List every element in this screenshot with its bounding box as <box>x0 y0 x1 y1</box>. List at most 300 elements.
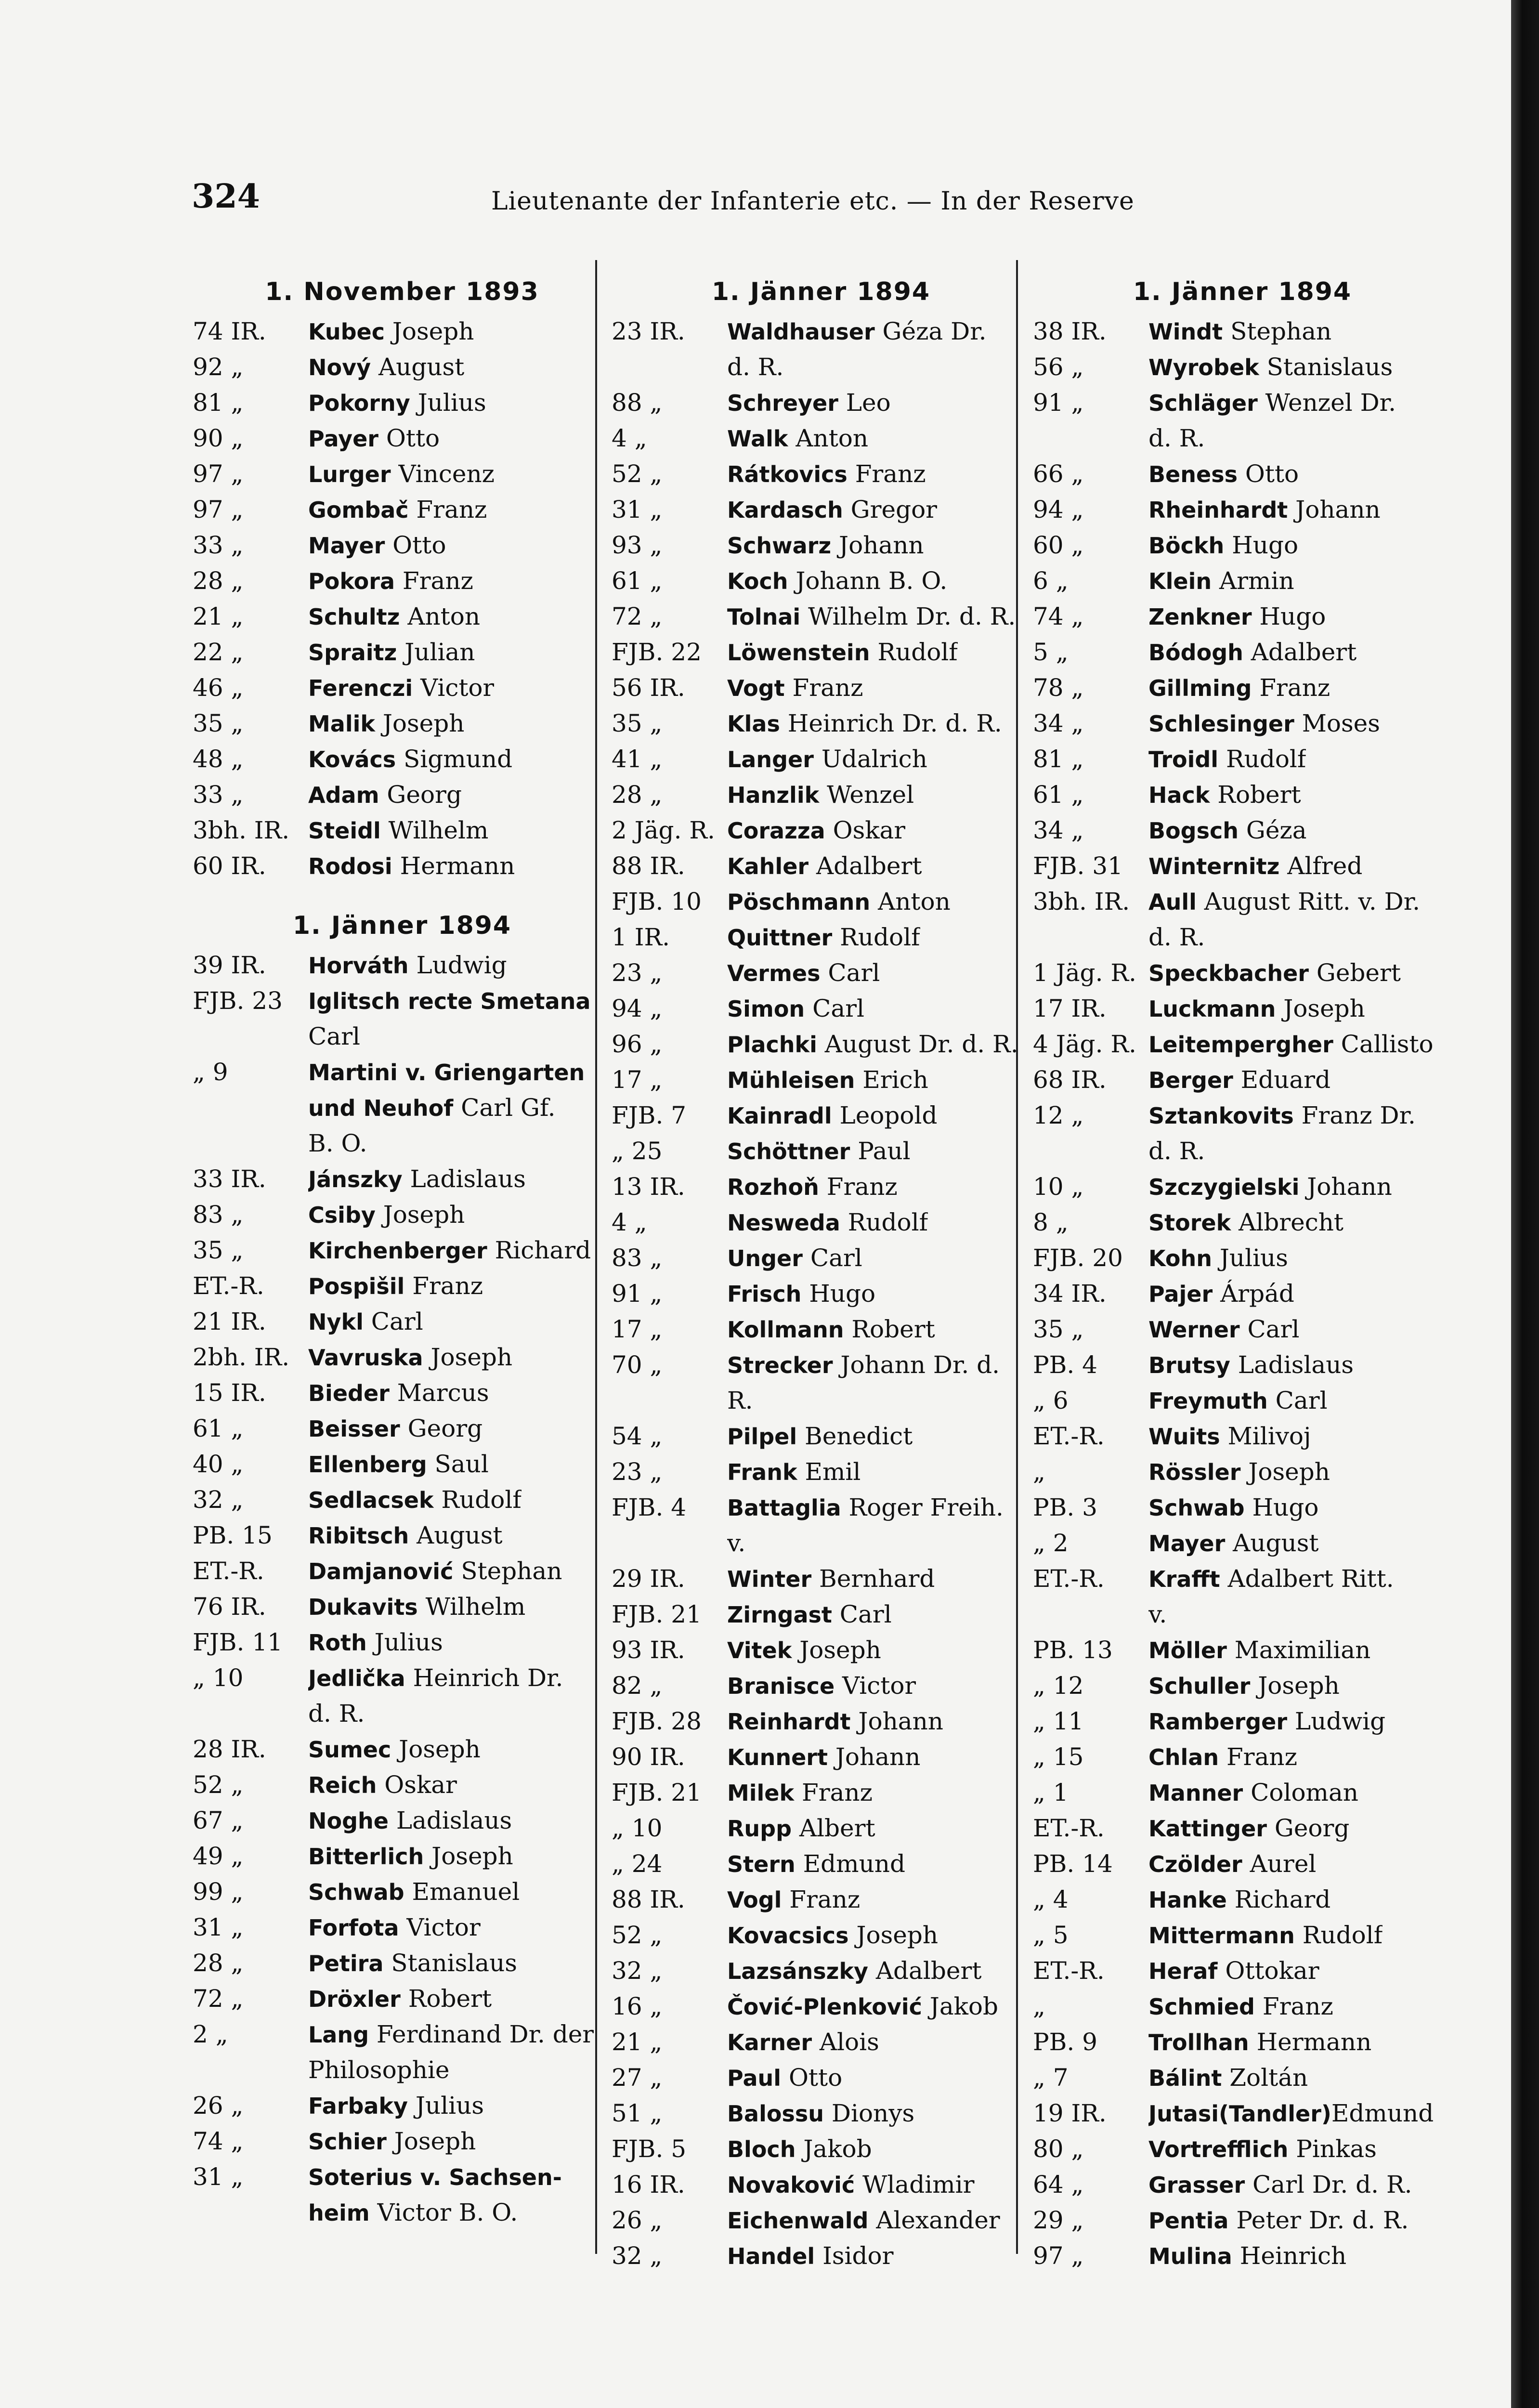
officer-name <box>1148 1740 1297 1775</box>
section-spacer <box>193 884 612 903</box>
regiment-ref: 60 „ <box>1033 531 1084 559</box>
given-names: Robert <box>1210 781 1301 809</box>
regiment-ref: 17 „ <box>612 1066 663 1094</box>
officer-name <box>1148 1027 1434 1062</box>
given-names: Pinkas <box>1288 2135 1377 2163</box>
officer-name <box>308 2124 476 2159</box>
given-names: Johann <box>827 1743 921 1771</box>
given-names: Robert <box>400 1985 492 2013</box>
officer-entry <box>612 1633 1030 1668</box>
officer-name <box>1148 1918 1382 1953</box>
officer-entry <box>1033 1526 1452 1561</box>
officer-name <box>727 1134 911 1169</box>
surname: Schläger <box>1148 390 1258 416</box>
regiment-ref: PB. 4 <box>1033 1351 1097 1379</box>
given-names: R. <box>727 1387 753 1414</box>
officer-entry <box>612 2096 1030 2132</box>
surname: Löwenstein <box>727 640 870 666</box>
surname: Heraf <box>1148 1958 1218 1984</box>
regiment-ref: „ 11 <box>1033 1707 1084 1735</box>
given-names: Carl <box>1267 1387 1328 1414</box>
surname: Mittermann <box>1148 1923 1295 1949</box>
given-names: Heinrich Dr. <box>405 1664 563 1692</box>
surname: Ribitsch <box>308 1523 409 1549</box>
regiment-ref: 31 „ <box>193 2163 244 2191</box>
regiment-ref: 61 „ <box>1033 781 1084 809</box>
surname: Ellenberg <box>308 1452 427 1478</box>
surname: Windt <box>1148 319 1223 345</box>
officer-entry <box>1033 1134 1452 1169</box>
regiment-ref: 26 „ <box>193 2092 244 2120</box>
surname: Bódogh <box>1148 640 1243 666</box>
officer-name <box>308 1090 556 1126</box>
regiment-ref: „ 24 <box>612 1850 663 1878</box>
surname: Vogt <box>727 675 785 701</box>
regiment-ref: 99 „ <box>193 1878 244 1906</box>
officer-name <box>727 849 922 884</box>
regiment-ref: 40 „ <box>193 1450 244 1478</box>
officer-name <box>308 1126 367 1162</box>
regiment-ref: FJB. 21 <box>612 1779 702 1806</box>
surname: Mulina <box>1148 2243 1232 2269</box>
officer-entry <box>1033 1811 1452 1846</box>
given-names: Anton <box>870 888 951 916</box>
regiment-ref: 23 „ <box>612 1458 663 1486</box>
surname: Handel <box>727 2243 815 2269</box>
regiment-ref: 28 „ <box>612 781 663 809</box>
officer-entry <box>1033 670 1452 706</box>
officer-name <box>727 1704 943 1740</box>
officer-name <box>1148 1633 1370 1668</box>
given-names: Georg <box>1267 1814 1350 1842</box>
officer-entry <box>1033 1205 1452 1241</box>
officer-name <box>727 2238 894 2274</box>
regiment-ref: 97 „ <box>193 496 244 523</box>
regiment-ref: 93 IR. <box>612 1636 685 1664</box>
surname: Kubec <box>308 319 385 345</box>
officer-name <box>308 813 488 849</box>
officer-entry <box>193 492 612 528</box>
officer-name <box>308 2088 484 2124</box>
officer-name <box>308 1589 525 1625</box>
regiment-ref: 2bh. IR. <box>193 1343 290 1371</box>
officer-entry <box>193 457 612 492</box>
surname: Rössler <box>1148 1459 1241 1485</box>
surname: Kovacsics <box>727 1923 849 1949</box>
regiment-ref: 52 „ <box>612 1921 663 1949</box>
officer-name <box>1148 1062 1330 1098</box>
officer-entry <box>612 1775 1030 1811</box>
surname: Jutasi(Tandler) <box>1148 2101 1331 2127</box>
officer-entry <box>1033 2238 1452 2274</box>
regiment-ref: 27 „ <box>612 2064 663 2092</box>
regiment-ref: 34 „ <box>1033 816 1084 844</box>
given-names: Leo <box>838 389 891 417</box>
officer-entry <box>193 635 612 670</box>
regiment-ref: „ 4 <box>1033 1885 1069 1913</box>
surname: Sedlacsek <box>308 1487 434 1513</box>
regiment-ref: FJB. 10 <box>612 888 702 916</box>
officer-entry <box>193 1482 612 1518</box>
officer-name <box>308 1625 443 1661</box>
regiment-ref: FJB. 28 <box>612 1707 702 1735</box>
officer-entry <box>612 955 1030 991</box>
regiment-ref: 93 „ <box>612 531 663 559</box>
surname: Malik <box>308 711 375 737</box>
regiment-ref: „ 9 <box>193 1058 228 1086</box>
given-names: Robert <box>844 1315 935 1343</box>
officer-entry <box>193 1803 612 1839</box>
officer-entry <box>612 1027 1030 1062</box>
surname: Möller <box>1148 1637 1227 1663</box>
given-names: Bernhard <box>811 1565 935 1593</box>
officer-entry <box>612 563 1030 599</box>
officer-entry <box>193 350 612 385</box>
surname: Dukavits <box>308 1594 418 1620</box>
surname: Lazsánszky <box>727 1958 869 1984</box>
regiment-ref <box>612 350 727 385</box>
officer-entry <box>1033 385 1452 421</box>
officer-entry <box>193 849 612 884</box>
officer-name <box>308 599 480 635</box>
officer-entry <box>1033 2167 1452 2203</box>
officer-entry <box>612 1882 1030 1918</box>
surname: Reich <box>308 1772 377 1798</box>
officer-name <box>308 421 440 457</box>
regiment-ref: 72 „ <box>193 1985 244 2013</box>
given-names: Johann <box>1299 1173 1392 1201</box>
surname: Roth <box>308 1630 367 1656</box>
given-names: Emanuel <box>404 1878 520 1906</box>
regiment-ref: 2 „ <box>193 2020 228 2048</box>
given-names: Philosophie <box>308 2056 450 2084</box>
officer-name <box>727 1098 938 1134</box>
given-names: Oskar <box>825 816 906 844</box>
officer-name <box>1148 1989 1333 2025</box>
given-names: Hugo <box>1244 1493 1319 1521</box>
surname: Csiby <box>308 1202 376 1228</box>
surname: Winter <box>727 1566 812 1592</box>
officer-entry <box>1033 2096 1452 2132</box>
surname: Kirchenberger <box>308 1238 487 1264</box>
surname: Waldhauser <box>727 319 875 345</box>
regiment-ref: 67 „ <box>193 1806 244 1834</box>
given-names: Géza <box>1239 816 1307 844</box>
running-head: Lieutenante der Infanterie etc. — In der Reserve <box>491 187 1135 216</box>
given-names: Franz Dr. <box>1293 1101 1416 1129</box>
regiment-ref: 17 IR. <box>1033 995 1107 1022</box>
given-names: Otto <box>378 424 440 452</box>
regiment-ref: 68 IR. <box>1033 1066 1107 1094</box>
regiment-ref: ET.-R. <box>1033 1565 1105 1593</box>
officer-entry <box>1033 1561 1452 1597</box>
officer-entry <box>1033 1312 1452 1348</box>
surname: Kollmann <box>727 1317 844 1343</box>
given-names: Alfred <box>1279 852 1363 880</box>
officer-name <box>308 563 473 599</box>
officer-name <box>727 421 868 457</box>
regiment-ref: 72 „ <box>612 602 663 630</box>
officer-entry <box>193 2088 612 2124</box>
regiment-ref: 22 „ <box>193 638 244 666</box>
officer-name <box>1148 1098 1416 1134</box>
given-names: Ottokar <box>1217 1957 1319 1985</box>
officer-name <box>1148 1276 1294 1312</box>
surname: Hack <box>1148 782 1210 808</box>
surname: Brutsy <box>1148 1352 1230 1378</box>
officer-entry <box>1033 706 1452 742</box>
officer-entry <box>1033 563 1452 599</box>
surname: Werner <box>1148 1317 1240 1343</box>
officer-name <box>1148 2203 1409 2238</box>
given-names: Joseph <box>1250 1672 1340 1700</box>
regiment-ref: 3bh. IR. <box>193 816 290 844</box>
surname: Kunnert <box>727 1744 828 1770</box>
regiment-ref: „ 7 <box>1033 2064 1069 2092</box>
given-names: Victor <box>835 1672 916 1700</box>
regiment-ref: 28 IR. <box>193 1735 266 1763</box>
given-names: Franz <box>1252 674 1330 702</box>
given-names: Joseph <box>391 1735 481 1763</box>
regiment-ref: 32 „ <box>193 1486 244 1514</box>
officer-name <box>308 2195 518 2231</box>
surname: Čović-Plenković <box>727 1994 922 2020</box>
regiment-ref: 83 „ <box>193 1201 244 1229</box>
regiment-ref: PB. 13 <box>1033 1636 1113 1664</box>
regiment-ref: 48 „ <box>193 745 244 773</box>
regiment-ref: 26 „ <box>612 2206 663 2234</box>
officer-name <box>727 1027 1018 1062</box>
officer-entry <box>612 599 1030 635</box>
officer-entry <box>1033 1098 1452 1134</box>
regiment-ref: 97 „ <box>193 460 244 488</box>
officer-name <box>727 2060 842 2096</box>
regiment-ref: 91 „ <box>612 1280 663 1308</box>
given-names: Hugo <box>1252 602 1326 630</box>
given-names: Julius <box>1212 1244 1288 1272</box>
officer-entry <box>193 1090 612 1126</box>
surname: Manner <box>1148 1780 1243 1806</box>
officer-name <box>727 635 958 670</box>
officer-name <box>727 1989 998 2025</box>
regiment-ref: 17 „ <box>612 1315 663 1343</box>
regiment-ref: 5 „ <box>1033 638 1069 666</box>
officer-name <box>727 1633 881 1668</box>
regiment-ref: 28 „ <box>193 567 244 595</box>
surname: Beness <box>1148 461 1238 487</box>
officer-entry <box>612 1490 1030 1526</box>
officer-name <box>1148 2167 1412 2203</box>
surname: Branisce <box>727 1673 835 1699</box>
officer-name <box>1148 1419 1311 1454</box>
officer-entry <box>193 1269 612 1304</box>
regiment-ref: 81 „ <box>193 389 244 417</box>
given-names: Carl <box>1239 1315 1300 1343</box>
officer-name <box>727 1526 745 1561</box>
officer-entry <box>193 1340 612 1375</box>
regiment-ref: 97 „ <box>1033 2242 1084 2270</box>
regiment-ref: PB. 9 <box>1033 2028 1097 2056</box>
surname: Walk <box>727 426 788 452</box>
given-names: Franz <box>395 567 473 595</box>
regiment-ref: 74 IR. <box>193 317 266 345</box>
officer-entry <box>612 1205 1030 1241</box>
regiment-ref: 32 „ <box>612 2242 663 2270</box>
officer-entry <box>193 983 612 1019</box>
officer-entry <box>193 1411 612 1447</box>
officer-entry <box>1033 2025 1452 2060</box>
officer-name <box>727 1419 913 1454</box>
officer-name <box>727 2132 872 2167</box>
given-names: Johann B. O. <box>788 567 948 595</box>
surname: Pospišil <box>308 1273 405 1299</box>
given-names: Georg <box>379 781 462 809</box>
officer-entry <box>193 1696 612 1732</box>
regiment-ref: ET.-R. <box>193 1557 264 1585</box>
officer-entry <box>193 813 612 849</box>
officer-entry <box>1033 492 1452 528</box>
given-names: d. R. <box>727 353 784 381</box>
surname: Vitek <box>727 1637 792 1663</box>
surname: Kovács <box>308 746 396 772</box>
given-names: Isidor <box>815 2242 894 2270</box>
regiment-ref: PB. 14 <box>1033 1850 1113 1878</box>
officer-entry <box>1033 1454 1452 1490</box>
given-names: Franz <box>404 1272 483 1300</box>
officer-name <box>727 1490 1004 1526</box>
given-names: Armin <box>1212 567 1294 595</box>
officer-entry <box>1033 457 1452 492</box>
officer-entry <box>612 2132 1030 2167</box>
regiment-ref: 4 „ <box>612 424 647 452</box>
page-edge-shadow <box>1511 0 1539 2408</box>
given-names: Wenzel <box>819 781 914 809</box>
surname: Ramberger <box>1148 1709 1288 1735</box>
officer-name <box>727 742 927 777</box>
officer-entry <box>1033 1953 1452 1989</box>
given-names: Udalrich <box>813 745 927 773</box>
officer-entry <box>1033 742 1452 777</box>
officer-name <box>1148 1454 1330 1490</box>
officer-entry <box>612 1918 1030 1953</box>
officer-name <box>308 1946 517 1981</box>
surname: Iglitsch recte Smetana <box>308 988 591 1014</box>
officer-entry <box>612 1561 1030 1597</box>
officer-entry <box>1033 1597 1452 1633</box>
given-names: Julius <box>410 389 486 417</box>
given-names: v. <box>727 1529 746 1557</box>
officer-name <box>727 1668 916 1704</box>
surname: Forfota <box>308 1915 399 1941</box>
officer-entry <box>612 421 1030 457</box>
given-names: Carl <box>820 959 880 987</box>
surname: Vavruska <box>308 1345 423 1371</box>
regiment-ref: 61 „ <box>193 1414 244 1442</box>
officer-name <box>727 314 987 350</box>
surname: Klein <box>1148 568 1212 594</box>
regiment-ref <box>193 1019 308 1055</box>
given-names: Alois <box>812 2028 879 2056</box>
given-names: Georg <box>400 1414 483 1442</box>
given-names: Paul <box>850 1137 911 1165</box>
officer-entry <box>612 1419 1030 1454</box>
officer-entry <box>612 1241 1030 1276</box>
officer-entry <box>612 1668 1030 1704</box>
regiment-ref: 56 IR. <box>612 674 685 702</box>
officer-entry <box>193 528 612 563</box>
given-names: d. R. <box>1148 424 1205 452</box>
regiment-ref: „ 1 <box>1033 1779 1069 1806</box>
regiment-ref: „ 10 <box>193 1664 244 1692</box>
section-heading: 1. November 1893 <box>265 277 539 306</box>
officer-entry <box>1033 421 1452 457</box>
regiment-ref: ET.-R. <box>193 1272 264 1300</box>
given-names: August Ritt. v. Dr. <box>1196 888 1421 916</box>
regiment-ref: 94 „ <box>612 995 663 1022</box>
officer-name <box>727 1918 938 1953</box>
surname: Bitterlich <box>308 1844 424 1870</box>
officer-entry <box>1033 599 1452 635</box>
officer-name <box>727 1846 905 1882</box>
surname: Gombač <box>308 497 409 523</box>
given-names: Ladislaus <box>388 1806 512 1834</box>
surname: Nový <box>308 354 371 380</box>
officer-name <box>727 1062 928 1098</box>
regiment-ref: FJB. 22 <box>612 638 702 666</box>
officer-name <box>727 1276 875 1312</box>
regiment-ref: FJB. 20 <box>1033 1244 1123 1272</box>
surname: Adam <box>308 782 379 808</box>
officer-name <box>727 955 880 991</box>
officer-entry <box>612 1454 1030 1490</box>
surname: Schreyer <box>727 390 838 416</box>
officer-entry <box>1033 635 1452 670</box>
officer-name <box>308 1981 492 2017</box>
officer-entry <box>612 457 1030 492</box>
officer-name <box>1148 528 1298 563</box>
officer-entry <box>612 2238 1030 2274</box>
regiment-ref: „ <box>1033 1992 1045 2020</box>
given-names: Jakob <box>796 2135 872 2163</box>
given-names: Victor <box>399 1913 481 1941</box>
regiment-ref: 90 IR. <box>612 1743 685 1771</box>
given-names: Maximilian <box>1226 1636 1371 1664</box>
given-names: Julian <box>397 638 475 666</box>
surname: Frisch <box>727 1281 802 1307</box>
given-names: Erich <box>855 1066 928 1094</box>
regiment-ref: 41 „ <box>612 745 663 773</box>
officer-entry <box>1033 991 1452 1027</box>
given-names: Dionys <box>823 2099 915 2127</box>
surname: Karner <box>727 2029 812 2055</box>
officer-name <box>727 813 905 849</box>
regiment-ref: 29 „ <box>1033 2206 1084 2234</box>
given-names: Johann <box>1288 496 1381 523</box>
officer-entry <box>1033 528 1452 563</box>
officer-name <box>1148 2060 1308 2096</box>
given-names: Milivoj <box>1220 1422 1311 1450</box>
given-names: Gregor <box>843 496 938 523</box>
officer-entry <box>1033 1383 1452 1419</box>
regiment-ref <box>193 2195 308 2231</box>
officer-name <box>308 528 446 563</box>
surname: Quittner <box>727 925 833 951</box>
officer-name <box>308 1340 512 1375</box>
surname: Unger <box>727 1245 803 1271</box>
surname: Kahler <box>727 853 809 879</box>
surname: Schuller <box>1148 1673 1251 1699</box>
regiment-ref: 78 „ <box>1033 674 1084 702</box>
